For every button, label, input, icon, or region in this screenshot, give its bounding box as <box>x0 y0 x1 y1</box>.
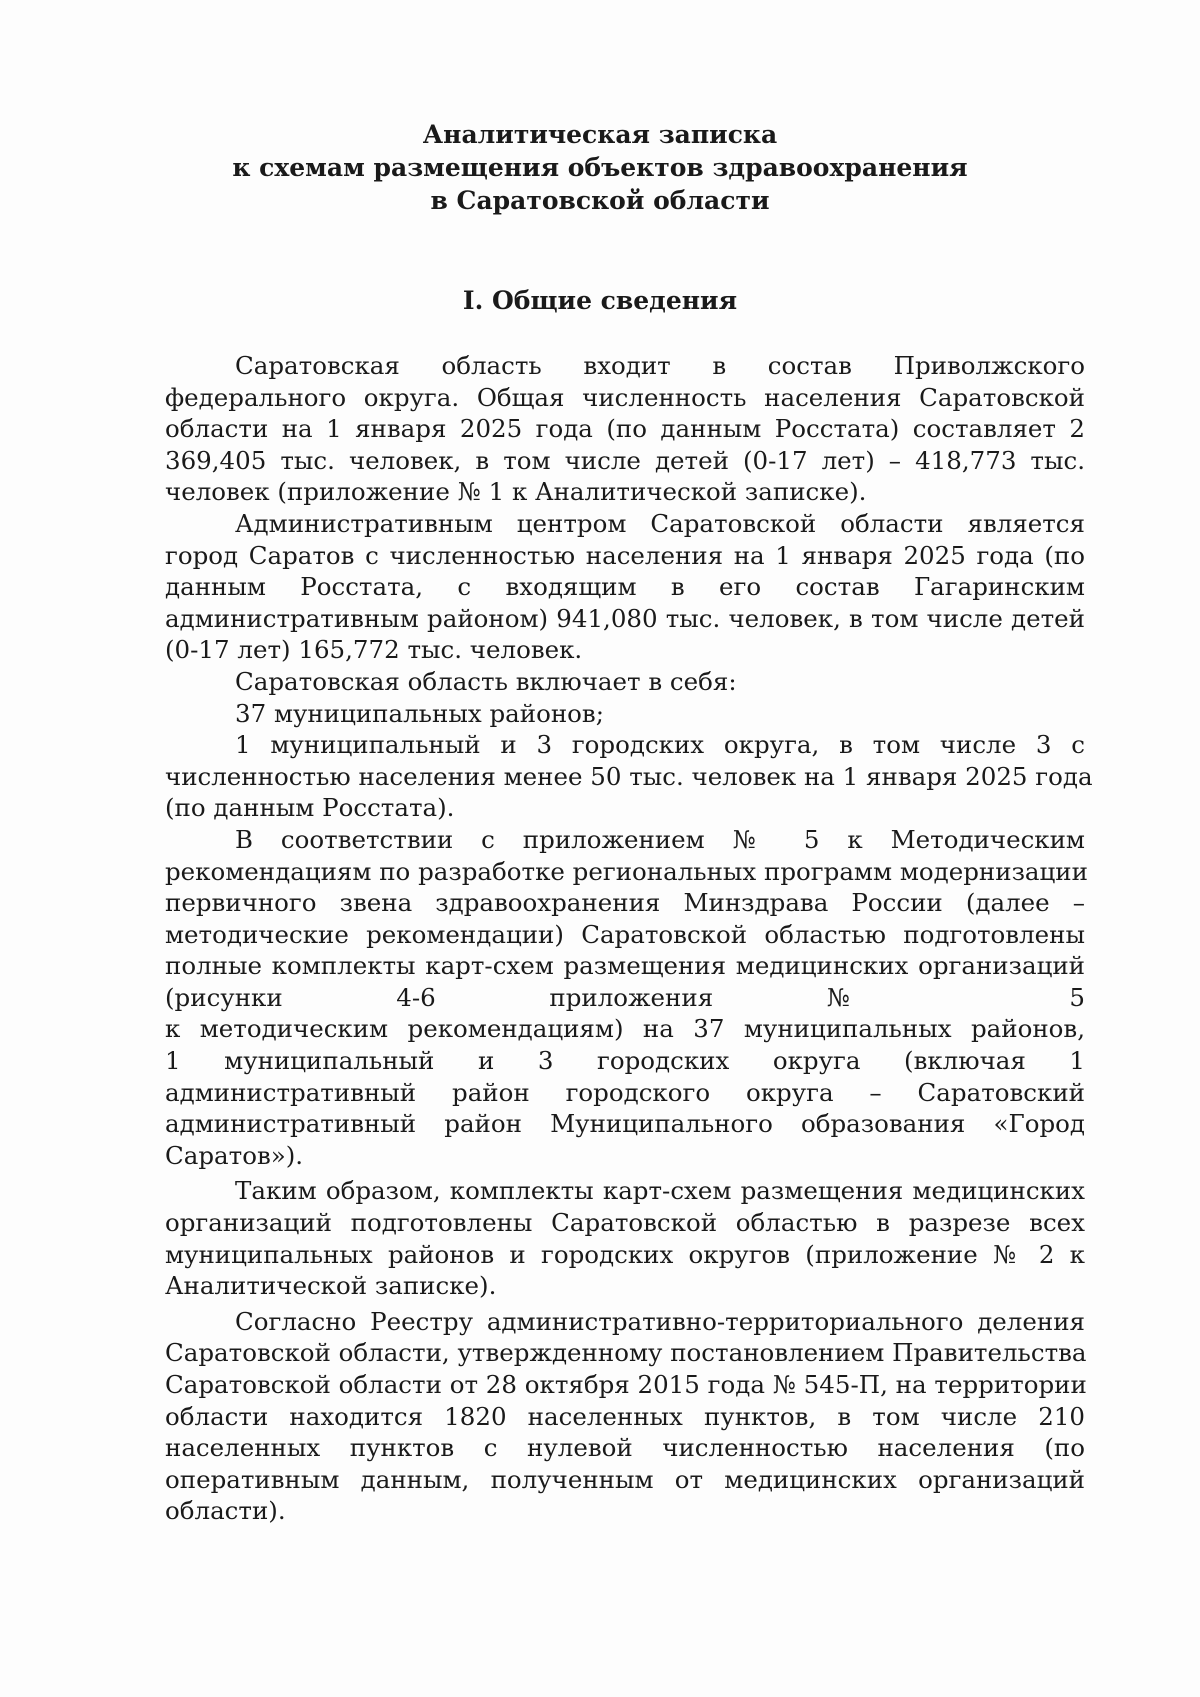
text-line: организаций подготовлены Саратовской областью в разрезе всех <box>165 1208 1085 1238</box>
text-line: данным Росстата, с входящим в его состав Гагаринским <box>165 572 1085 602</box>
text-line: населенных пунктов с нулевой численностью населения (по <box>165 1433 1085 1463</box>
document-body <box>165 350 1093 1527</box>
text-line: административным районом) 941,080 тыс. человек, в том числе детей <box>165 603 1085 633</box>
text-line: Саратовской области, утвержденному постановлением Правительства <box>165 1338 1087 1368</box>
text-line: области на 1 января 2025 года (по данным Росстата) составляет 2 <box>165 414 1085 444</box>
text-line: (рисунки 4-6 приложения № 5 <box>165 982 1085 1012</box>
text-line: (по данным Росстата). <box>165 793 455 823</box>
text-line: к методическим рекомендациям) на 37 муниципальных районов, <box>165 1014 1085 1044</box>
text-line: методические рекомендации) Саратовской областью подготовлены <box>165 919 1085 949</box>
text-line: оперативным данным, полученным от медицинских организаций <box>165 1464 1085 1494</box>
text-line: В соответствии с приложением № 5 к Методическим <box>235 824 1085 854</box>
text-line: Согласно Реестру административно-территориального деления <box>235 1306 1085 1336</box>
text-line: Саратовской области от 28 октября 2015 года № 545-П, на территории <box>165 1370 1087 1399</box>
text-line: Административным центром Саратовской области является <box>235 508 1085 538</box>
title-line-3: в Саратовской области <box>430 186 770 215</box>
title-line-2: к схемам размещения объектов здравоохранения <box>232 153 968 182</box>
document-title <box>0 118 1200 217</box>
text-line: муниципальных районов и городских округов (приложение № 2 к <box>165 1239 1085 1269</box>
text-line: численностью населения менее 50 тыс. человек на 1 января 2025 года <box>165 761 1093 791</box>
text-line: 1 муниципальный и 3 городских округа (включая 1 <box>165 1046 1085 1076</box>
text-line: первичного звена здравоохранения Минздрава России (далее – <box>165 888 1085 918</box>
text-line: город Саратов с численностью населения на 1 января 2025 года (по <box>165 540 1085 570</box>
text-line: 1 муниципальный и 3 городских округа, в том числе 3 с <box>235 730 1085 760</box>
text-line: области). <box>165 1496 286 1526</box>
text-line: 369,405 тыс. человек, в том числе детей (0-17 лет) – 418,773 тыс. <box>165 445 1085 475</box>
text-line: (0-17 лет) 165,772 тыс. человек. <box>165 635 583 665</box>
text-line: Саратов»). <box>165 1140 304 1170</box>
text-line: федерального округа. Общая численность населения Саратовской <box>165 382 1085 412</box>
title-line-1: Аналитическая записка <box>422 120 778 149</box>
text-line: Аналитической записке). <box>165 1271 497 1301</box>
text-line: полные комплекты карт-схем размещения медицинских организаций <box>165 951 1085 981</box>
text-line: административный район Муниципального образования «Город <box>165 1109 1085 1139</box>
text-line: Саратовская область входит в состав Приволжского <box>235 351 1085 380</box>
text-line: 37 муниципальных районов; <box>235 698 604 728</box>
text-line: человек (приложение № 1 к Аналитической записке). <box>165 477 867 507</box>
section-heading: I. Общие сведения <box>462 286 738 315</box>
text-line: Саратовская область включает в себя: <box>235 666 737 696</box>
text-line: Таким образом, комплекты карт-схем размещения медицинских <box>235 1176 1085 1206</box>
text-line: рекомендациям по разработке региональных программ модернизации <box>165 856 1088 886</box>
text-line: административный район городского округа – Саратовский <box>165 1077 1085 1107</box>
text-line: области находится 1820 населенных пунктов, в том числе 210 <box>165 1401 1085 1431</box>
